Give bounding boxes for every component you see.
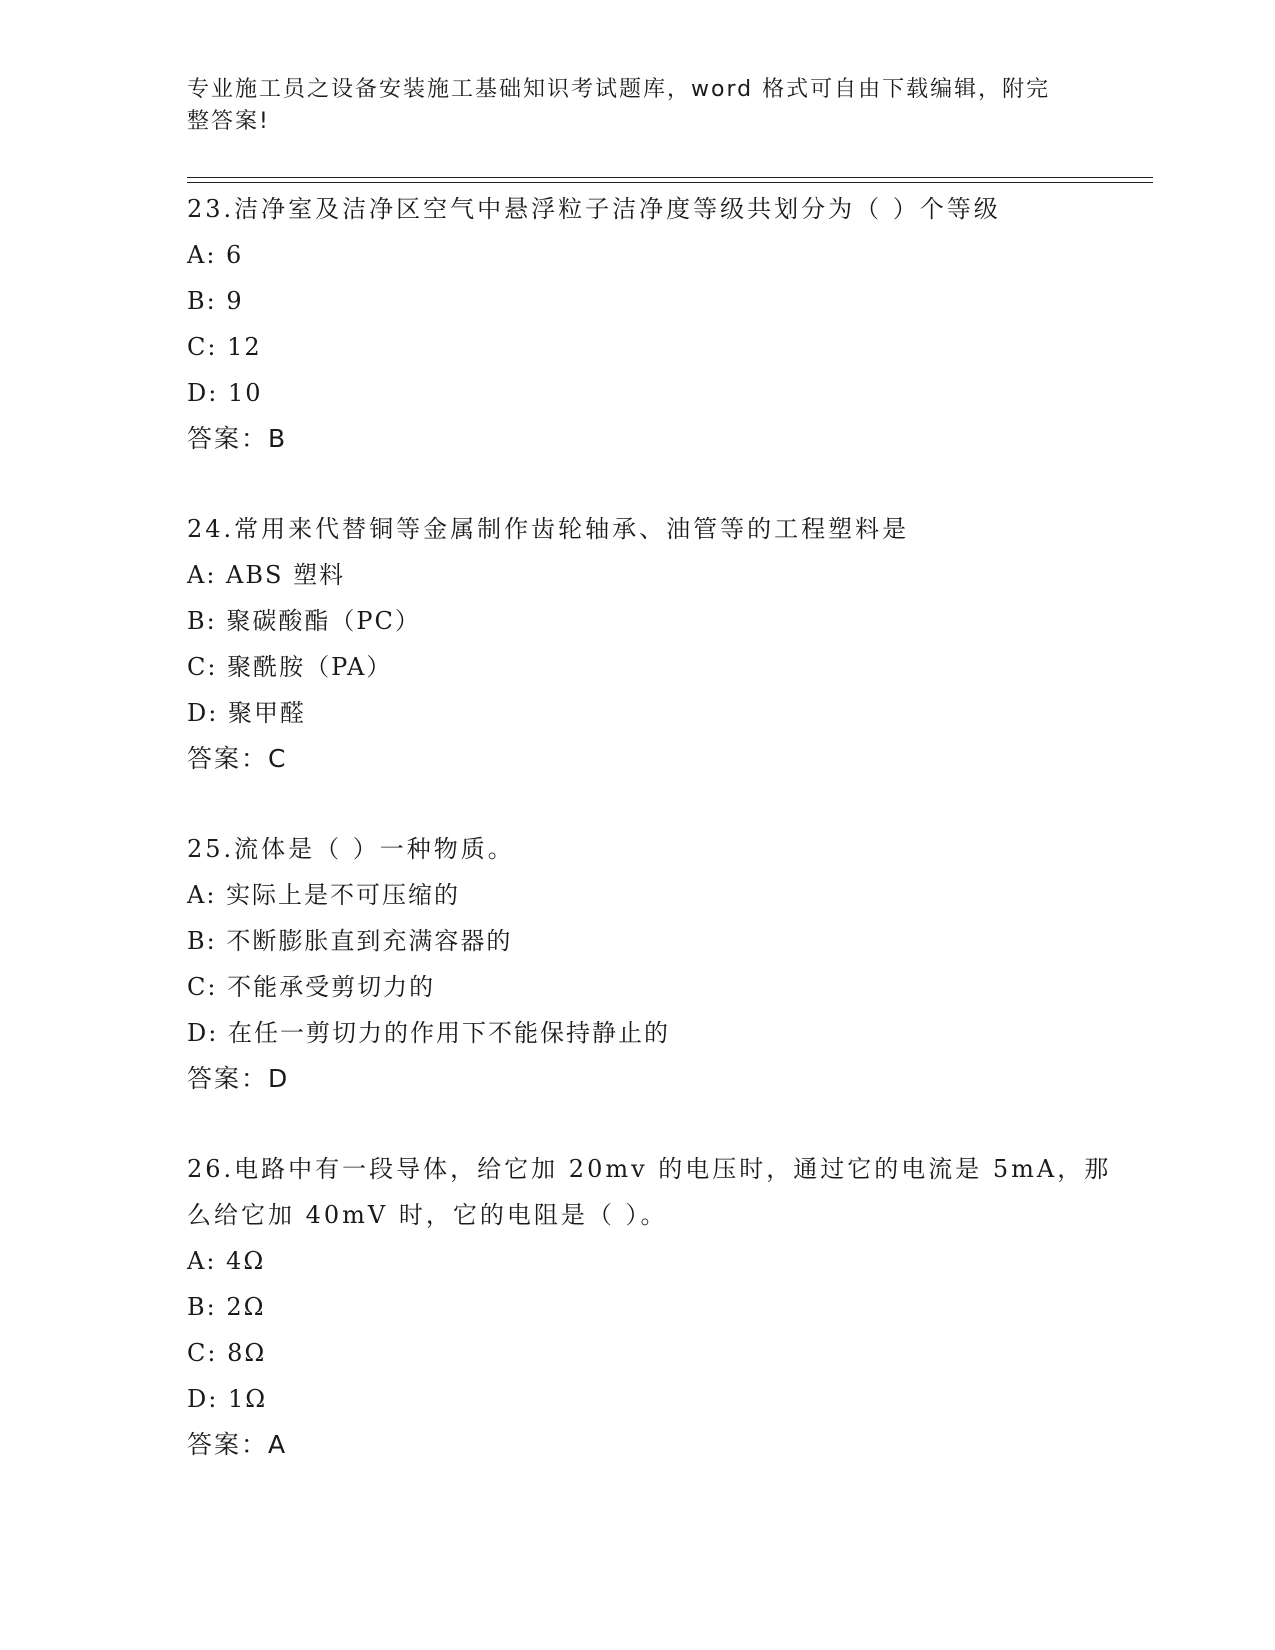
- option-c: C: 8Ω: [187, 1339, 267, 1367]
- option-d: D: 10: [187, 379, 263, 407]
- question-23: [187, 186, 1137, 462]
- header-note: 专业施工员之设备安装施工基础知识考试题库，word 格式可自由下载编辑，附完整答案!: [187, 77, 1051, 134]
- option-c: C: 12: [187, 333, 262, 361]
- option-a: A: 实际上是不可压缩的: [187, 881, 461, 909]
- answer: 答案：B: [187, 424, 288, 453]
- answer: 答案：C: [187, 744, 288, 773]
- header-divider-bottom: [187, 182, 1153, 183]
- question-stem: 23.洁净室及洁净区空气中悬浮粒子洁净度等级共划分为（ ）个等级: [187, 195, 1001, 223]
- question-stem: 25.流体是（ ）一种物质。: [187, 835, 515, 863]
- header-divider-top: [187, 177, 1153, 178]
- question-25: [187, 826, 1137, 1102]
- question-26: [187, 1146, 1137, 1468]
- option-a: A: 4Ω: [187, 1247, 266, 1275]
- option-b: B: 聚碳酸酯（PC）: [187, 607, 421, 635]
- question-stem: 24.常用来代替铜等金属制作齿轮轴承、油管等的工程塑料是: [187, 515, 910, 543]
- option-c: C: 聚酰胺（PA）: [187, 653, 393, 681]
- answer: 答案：D: [187, 1064, 290, 1093]
- option-a: A: 6: [187, 241, 244, 269]
- question-stem: 26.电路中有一段导体，给它加 20mv 的电压时，通过它的电流是 5mA，那么给它加 40mV 时，它的电阻是（ ）。: [187, 1155, 1112, 1229]
- option-b: B: 不断膨胀直到充满容器的: [187, 927, 513, 955]
- option-d: D: 聚甲醛: [187, 699, 306, 727]
- option-d: D: 在任一剪切力的作用下不能保持静止的: [187, 1019, 670, 1047]
- option-c: C: 不能承受剪切力的: [187, 973, 436, 1001]
- option-a: A: ABS 塑料: [187, 561, 346, 589]
- question-24: [187, 506, 1137, 782]
- option-b: B: 9: [187, 287, 244, 315]
- option-d: D: 1Ω: [187, 1385, 268, 1413]
- answer: 答案：A: [187, 1430, 288, 1459]
- option-b: B: 2Ω: [187, 1293, 266, 1321]
